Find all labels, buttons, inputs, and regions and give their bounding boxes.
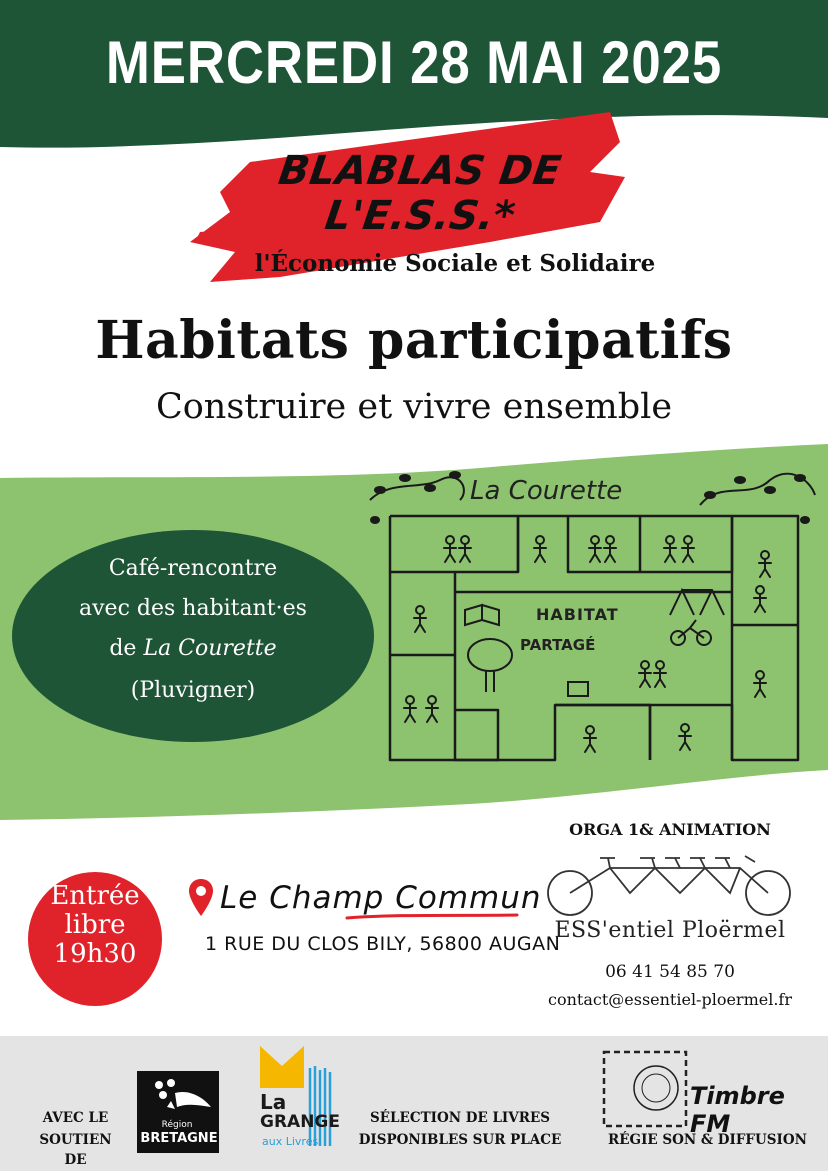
organizer-name: ESS'entiel Ploërmel xyxy=(554,918,786,943)
cafe-line-4: (Pluvigner) xyxy=(130,678,256,703)
cafe-line-3-prefix: de xyxy=(109,636,144,661)
support-label-line-2: SOUTIEN DE xyxy=(39,1132,112,1168)
blablas-line-1: BLABLAS DE xyxy=(275,148,565,194)
organizer-phone: 06 41 54 85 70 xyxy=(605,962,735,982)
grange-logo-la: La xyxy=(260,1090,287,1114)
grange-logo-word: GRANGE xyxy=(260,1112,340,1132)
venue-name: Le Champ Commun xyxy=(220,880,542,916)
timbre-fm-logo-text: Timbre FM xyxy=(690,1082,785,1138)
event-date: MERCREDI 28 MAI 2025 xyxy=(105,29,723,96)
venue-address: 1 RUE DU CLOS BILY, 56800 AUGAN xyxy=(205,933,561,955)
venue-underline xyxy=(345,910,520,924)
illustration-label-partage: PARTAGÉ xyxy=(520,636,596,654)
organizer-heading: ORGA 1& ANIMATION xyxy=(569,820,771,839)
entry-line-2: libre xyxy=(64,910,126,940)
grange-logo-aux-livres: aux Livres xyxy=(262,1135,319,1148)
location-pin-icon xyxy=(188,878,214,918)
illustration-title: La Courette xyxy=(470,476,623,506)
blablas-line-2: L'E.S.S.* xyxy=(322,193,518,239)
bretagne-logo-text: BRETAGNE xyxy=(140,1131,218,1146)
books-label-line-1: SÉLECTION DE LIVRES xyxy=(370,1110,550,1126)
books-label-line-2: DISPONIBLES SUR PLACE xyxy=(358,1132,562,1148)
region-logo-text: Région xyxy=(161,1120,193,1130)
cafe-place-name: La Courette xyxy=(143,636,277,661)
ess-definition: l'Économie Sociale et Solidaire xyxy=(254,250,656,277)
cafe-line-1: Café-rencontre xyxy=(108,556,278,581)
cafe-line-3 xyxy=(12,636,374,661)
tandem-bike-logo xyxy=(540,848,800,918)
entry-time: 19h30 xyxy=(53,939,137,969)
subtitle: Construire et vivre ensemble xyxy=(155,387,673,427)
illustration-label-habitat: HABITAT xyxy=(536,605,619,624)
cafe-line-2: avec des habitant·es xyxy=(79,596,307,621)
ermine-icon xyxy=(137,1071,219,1121)
sound-label: RÉGIE SON & DIFFUSION xyxy=(608,1132,807,1148)
main-title: Habitats participatifs xyxy=(95,310,733,371)
organizer-email: contact@essentiel-ploermel.fr xyxy=(548,990,792,1009)
entry-line-1: Entrée xyxy=(50,881,140,911)
support-label-line-1: AVEC LE xyxy=(42,1110,109,1126)
